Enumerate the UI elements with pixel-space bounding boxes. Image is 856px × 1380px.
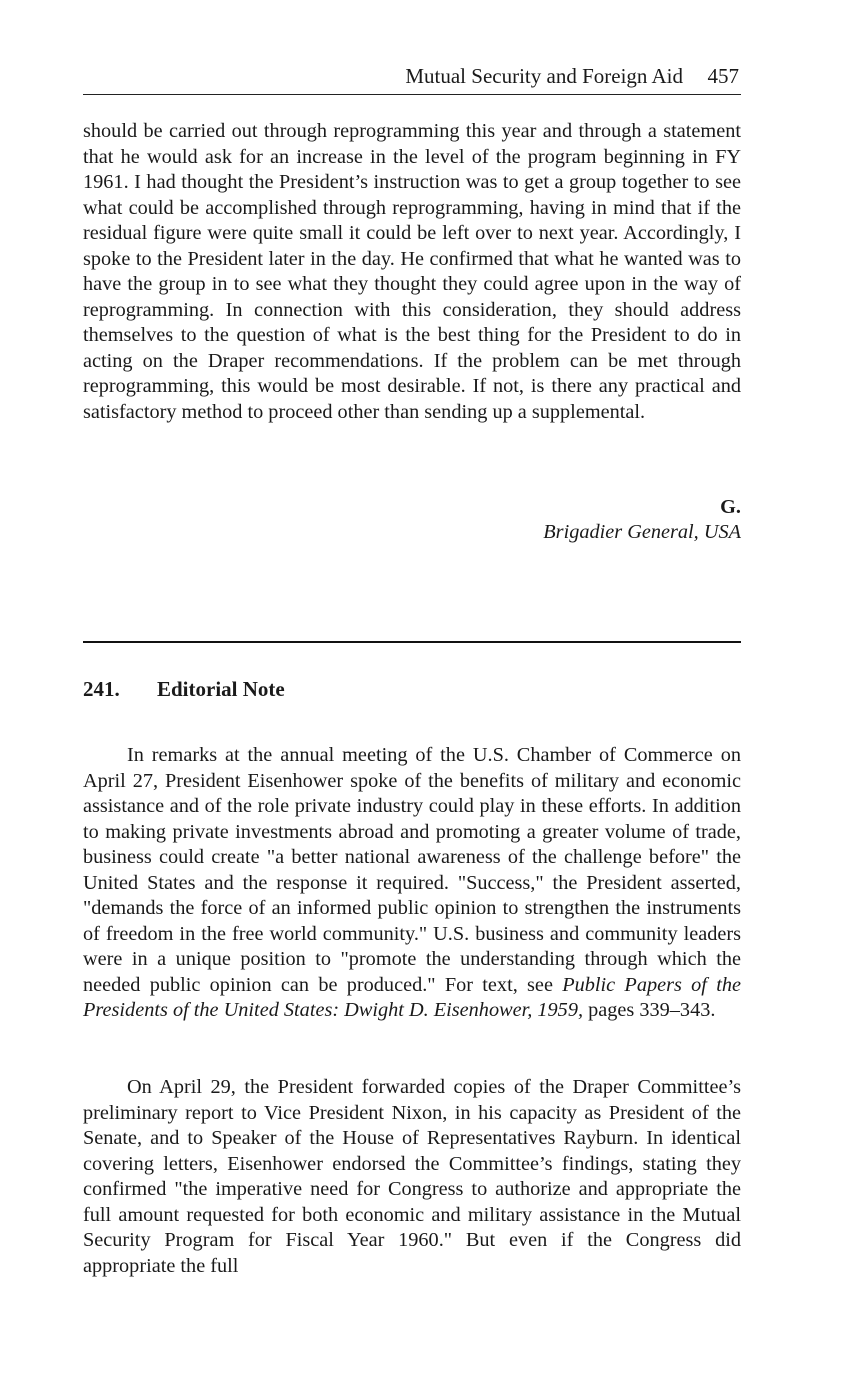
citation-title: Public Papers of the Presidents of the United States: Dwight D. Eisenhower, 1959, — [83, 973, 741, 1021]
editorial-paragraph-1 — [83, 743, 741, 1024]
paragraph-1-text: In remarks at the annual meeting of the U.S. Chamber of Commerce on April 27, President Eisenhower spoke of the benefits of military and economic assistance and of the role private industry could play in these efforts. In addition to making private investments abroad and promoting a greater volume of trade, business could create "a better national awareness of the challenge before" the United States and the response it required. "Success," the President asserted, "demands the force of an informed public opinion to strengthen the instruments of freedom in the free world community." U.S. business and community leaders were in a unique position to "promote the understanding through which the needed public opinion can be produced." For text, see — [83, 744, 741, 996]
running-header-title: Mutual Security and Foreign Aid — [405, 64, 683, 88]
section-title: Editorial Note — [157, 677, 285, 701]
signature-initial: G. — [720, 496, 741, 518]
paragraph-1-pages: pages 339–343. — [583, 999, 716, 1021]
editorial-paragraph-1-block — [83, 743, 741, 1024]
section-number: 241. — [83, 677, 120, 701]
signature-rank: Brigadier General, USA — [543, 521, 741, 543]
continuation-block — [83, 119, 741, 425]
section-divider — [83, 641, 741, 643]
running-header — [83, 64, 741, 95]
editorial-paragraph-2: On April 29, the President forwarded copies of the Draper Committee’s preliminary report to Vice President Nixon, in his capacity as President of the Senate, and to Speaker of the House of Representatives Rayburn. In identical covering letters, Eisenhower endorsed the Committee’s findings, stating they confirmed "the imperative need for Congress to authorize and appropriate the full amount requested for both economic and military assistance in the Mutual Security Program for Fiscal Year 1960." But even if the Congress did appropriate the full — [83, 1076, 741, 1277]
editorial-paragraph-2-block — [83, 1075, 741, 1279]
page-number: 457 — [707, 64, 739, 88]
continuation-paragraph: should be carried out through reprogramming this year and through a statement that he would ask for an increase in the level of the program beginning in FY 1961. I had thought the President’s instruction was to get a group together to see what could be accomplished through reprogramming, having in mind that if the residual figure were quite small it could be left over to next year. Accordingly, I spoke to the President later in the day. He confirmed that what he wanted was to have the group in to see what they thought they could agree upon in the way of reprogramming. In connection with this consideration, they should address themselves to the question of what is the best thing for the President to do in acting on the Draper recommendations. If the problem can be met through reprogramming, this would be most desirable. If not, is there any practical and satisfactory method to proceed other than sending up a supplemental. — [83, 120, 741, 423]
section-heading — [83, 677, 285, 702]
